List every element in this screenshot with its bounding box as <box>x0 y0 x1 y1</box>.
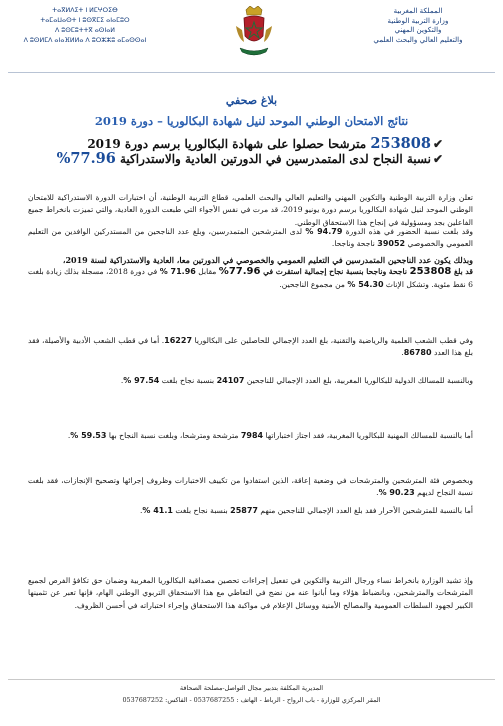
paragraph-closing: وإذ تشيد الوزارة بانخراط نساء ورجال التربية والتكوين في تفعيل إجراءات تحصين مصداقية البكالوريا المغربية وضمان حق تكافؤ الفرص لجميع المترشحات والمترشحين، وبانضباط هؤلاء وما أبانوا عنه من نضج في التعاطي مع هذا الاستحقاق التربوي الوطني الهام، فإنها تعبر عن تثمينها الكبير لجهود السلطات العمومية والمصالح الأمنية ووسائل الإعلام في مواكبة هذا الاستحقاق وإجراء اختباراته في أحسن الظروف. <box>28 576 473 610</box>
text-run: . <box>376 488 379 498</box>
text-run-bold: وبذلك يكون عدد الناجحين المتمدرسين في التعليم العمومي والخصوصي في الدورتين معا، العادية والاستدراكية لسنة 2019، <box>62 255 473 265</box>
highlight-text: نسبة النجاح لدى المتمدرسين في الدورتين العادية والاستدراكية <box>115 152 431 166</box>
stat-value: 59.53 % <box>70 431 107 440</box>
ministry-header <box>10 6 493 76</box>
highlight-percent: 77.96% <box>56 150 116 167</box>
header-left-line: ⴷ ⵓⵙⵍⵎⴷ ⴰⵏⴰⴼⵍⵍⴰ ⴷ ⵓⵔⵣⵣⵓ ⴰⵎⴰⵙⵙⴰⵏ <box>23 37 147 44</box>
text-run: . <box>401 348 404 358</box>
paragraph-attendance <box>28 226 473 251</box>
text-run: . أما في قطب الشعب الأدبية والأصيلة، فقد بلغ هذا العدد <box>28 336 473 358</box>
paragraph-vocational <box>28 430 473 442</box>
text-run: . <box>139 506 143 515</box>
header-left-line: ⵜⴰⵎⴰⵡⴰⵙⵜ ⵏ ⵓⵙⴳⵎⵉ ⴰⵏⴰⵎⵓⵔ <box>40 17 130 24</box>
stat-value: 86780 <box>403 348 432 358</box>
stat-value: 16227 <box>164 336 193 345</box>
stat-value: 41.1 % <box>142 506 173 515</box>
header-arabic-lines <box>343 6 493 44</box>
paragraph-intro: تعلن وزارة التربية الوطنية والتكوين المهني والتعليم العالي والبحث العلمي، قطاع التربية الوطنية، أن اختبارات الدورة الاستدراكية للامتحان الوطني الموحد لنيل شهادة البكالوريا برسم دورة يونيو 2019، قد مرت في نفس الأجواء التي طبعت الدورة العادية، والتي تميزت بانخراط جميع الفاعلين بجد ومسؤولية في إنجاح هذا الاستحقاق الوطني. <box>28 193 473 227</box>
highlight-text: مترشحا حصلوا على شهادة البكالوريا برسم دورة 2019 <box>87 137 371 151</box>
header-right-line: وزارة التربية الوطنية <box>387 15 449 25</box>
stat-value: 97.54 % <box>123 376 160 385</box>
text-run: مترشحة ومترشحا، وبلغت نسبة النجاح بها <box>106 431 241 440</box>
text-run: وبخصوص فئة المترشحين والمترشحات في وضعية إعاقة، الذين استفادوا من تكييف الاختبارات وظروف إجرائها وتصحيح الإنجازات، فقد بلغت نسبة النجاح لديهم <box>28 476 473 498</box>
header-left-line: ⴷ ⵓⵙⵎⵓⵜⵜⴳ ⴰⵙⵏⴰⵍ <box>54 27 116 34</box>
paragraph-overall-results <box>28 254 473 291</box>
text-run: ناجحة وناجحا بنسبة نجاح إجمالية استقرت في <box>260 267 410 277</box>
text-run: أما بالنسبة للمترشحين الأحرار فقد بلغ العدد الإجمالي للناجحين منهم <box>257 506 473 515</box>
text-run: . <box>67 431 71 440</box>
stat-value: 54.30 % <box>347 279 384 289</box>
text-run: أما بالنسبة للمسالك المهنية للبكالوريا المغربية، فقد اجتاز اختباراتها <box>263 431 473 440</box>
stat-value: 77.96% <box>218 266 261 278</box>
header-divider <box>8 72 495 73</box>
text-run: بنسبة نجاح بلغت <box>159 376 217 385</box>
stat-value: 94.79 % <box>305 227 343 236</box>
footer-divider <box>8 679 495 680</box>
stat-value: 253808 <box>409 266 452 278</box>
stat-value: 25877 <box>230 506 258 515</box>
text-run: بنسبة نجاح بلغت <box>172 506 231 515</box>
stat-value: 71.96 % <box>159 267 196 277</box>
stat-value: 24107 <box>216 376 245 385</box>
text-run: من مجموع الناجحين. <box>279 279 348 289</box>
paragraph-streams <box>28 335 473 360</box>
checkmark-icon: ✔ <box>432 152 443 166</box>
text-run: قد بلغ <box>451 267 473 277</box>
stat-value: 90.23 % <box>378 488 415 498</box>
paragraph-free-candidates <box>28 505 473 517</box>
text-run: في دورة 2018، مسجلة بذلك زيادة بلغت 6 نقط مئوية. وتشكل الإناث <box>28 267 473 289</box>
text-run: لدى المترشحين المتمدرسين، وبلغ عدد الناجحين من المستدركين الوافدين من التعليم العمومي والخصوصي <box>28 227 473 249</box>
text-run: . <box>120 376 124 385</box>
header-right-line: والتكوين المهني <box>394 25 442 35</box>
header-right-line: المملكة المغربية <box>393 6 443 15</box>
text-run: وفي قطب الشعب العلمية والرياضية والتقنية، بلغ العدد الإجمالي للحاصلين على البكالوريا <box>192 336 473 345</box>
text-run: مقابل <box>195 267 219 277</box>
text-run: وقد بلغت نسبة الحضور في هذه الدورة <box>342 227 473 236</box>
kingdom-emblem-icon <box>232 6 276 60</box>
document-title: بلاغ صحفي <box>225 94 278 107</box>
footer-department: المديرية المكلفة بتدبير مجال التواصل-مصلحة الصحافة <box>179 684 324 692</box>
header-amazigh-lines <box>10 6 160 46</box>
paragraph-international <box>28 375 473 387</box>
document-subtitle: نتائج الامتحان الوطني الموحد لنيل شهادة البكالوريا – دورة 2019 <box>94 114 409 128</box>
footer-address: المقر المركزي للوزارة - باب الرواح - الرباط - الهاتف : 0537687255 - الفاكس: 0537687252 <box>122 696 381 704</box>
highlight-success-rate <box>57 150 443 167</box>
header-left-line: ⵜⴰⴳⵍⴷⵉⵜ ⵏ ⵍⵎⵖⵔⵉⴱ <box>52 7 118 14</box>
highlight-number: 253808 <box>370 135 431 152</box>
header-right-line: والتعليم العالي والبحث العلمي <box>373 34 463 44</box>
text-run: وبالنسبة للمسالك الدولية للبكالوريا المغربية، بلغ العدد الإجمالي للناجحين <box>244 376 473 385</box>
checkmark-icon: ✔ <box>432 137 443 151</box>
paragraph-disability <box>28 475 473 500</box>
stat-value: 7984 <box>240 431 264 440</box>
stat-value: 39052 <box>377 239 406 249</box>
text-run: ناجحة وناجحا. <box>331 239 378 249</box>
